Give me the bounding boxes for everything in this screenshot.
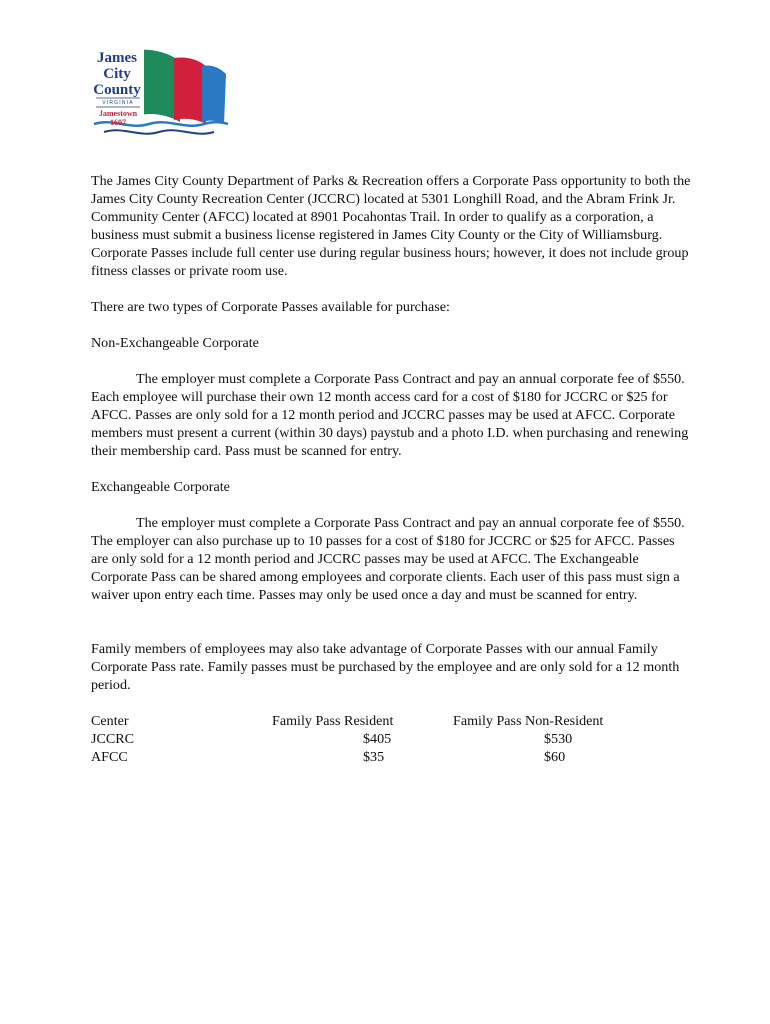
header-center: Center bbox=[91, 713, 129, 729]
table-header-row bbox=[91, 712, 653, 730]
cell-center: JCCRC bbox=[91, 731, 135, 747]
table-row bbox=[91, 748, 653, 766]
letter-body bbox=[91, 172, 691, 766]
intro-paragraph: The James City County Department of Parks & Recreation offers a Corporate Pass opportunity to both the James City County Recreation Center (JCCRC) located at 5301 Longhill Road, and the Abram Frink Jr. Community Center (AFCC) located at 8901 Pocahontas Trail. In order to qualify as a corporation, a business must submit a business license registered in James City County or the City of Williamsburg. Corporate Passes include full center use during regular business hours; however, it does not include group fitness classes or private room use. bbox=[91, 173, 691, 279]
logo-text-county: County bbox=[93, 82, 141, 98]
logo-text-1607: 1607 bbox=[110, 118, 126, 127]
logo-text-city: City bbox=[103, 66, 131, 82]
logo-text-virginia: VIRGINIA bbox=[102, 100, 134, 106]
pass-types-intro: There are two types of Corporate Passes available for purchase: bbox=[91, 299, 450, 315]
exchangeable-heading: Exchangeable Corporate bbox=[91, 479, 230, 495]
family-pass-fee-table bbox=[91, 712, 653, 766]
logo-text-jamestown: Jamestown bbox=[98, 109, 138, 118]
family-paragraph: Family members of employees may also take advantage of Corporate Passes with our annual Family Corporate Pass rate. Family passes must be purchased by the employee and are only sold for a 12 month period. bbox=[91, 641, 680, 693]
table-row bbox=[91, 730, 653, 748]
cell-non-resident: $60 bbox=[544, 749, 566, 765]
exchangeable-paragraph: The employer must complete a Corporate Pass Contract and pay an annual corporate fee of $550. The employer can also purchase up to 10 passes for a cost of $180 for JCCRC or $25 for AFCC. Passes are only sold for a 12 month period and JCCRC passes may be used at AFCC. The Exchangeable Corporate Pass can be shared among employees and corporate clients. Each user of this pass must sign a waiver upon entry each time. Passes may only be used once a day and must be scanned for entry. bbox=[91, 515, 685, 603]
non-exchangeable-paragraph: The employer must complete a Corporate Pass Contract and pay an annual corporate fee of $550. Each employee will purchase their own 12 month access card for a cost of $180 for JCCRC or $25 for AFCC. Passes are only sold for a 12 month period and JCCRC passes may be used at AFCC. Corporate members must present a current (within 30 days) paystub and a photo I.D. when purchasing and renewing their membership card. Pass must be scanned for entry. bbox=[91, 371, 689, 459]
cell-resident: $405 bbox=[363, 731, 392, 747]
cell-center: AFCC bbox=[91, 749, 128, 765]
logo-text-james: James bbox=[97, 50, 137, 66]
header-resident: Family Pass Resident bbox=[272, 713, 394, 729]
header-non-resident: Family Pass Non-Resident bbox=[453, 713, 604, 729]
non-exchangeable-heading: Non-Exchangeable Corporate bbox=[91, 335, 259, 351]
james-city-county-logo bbox=[84, 40, 234, 140]
logo-sail-blue bbox=[202, 65, 226, 124]
cell-non-resident: $530 bbox=[544, 731, 573, 747]
cell-resident: $35 bbox=[363, 749, 385, 765]
